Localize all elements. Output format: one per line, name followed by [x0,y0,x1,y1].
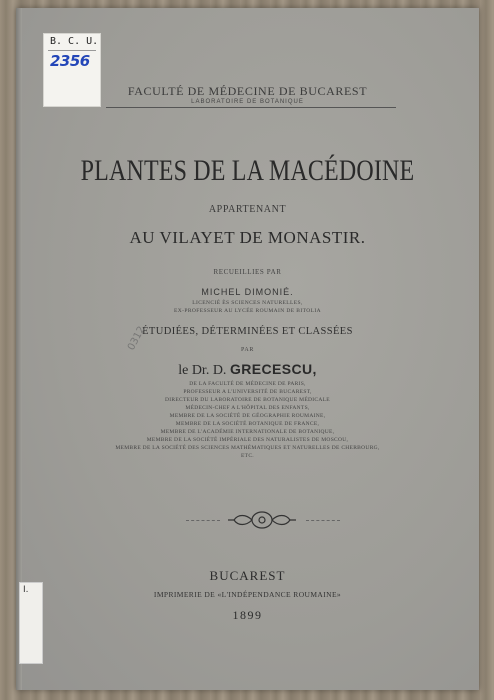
credential-line: PROFESSEUR A L'UNIVERSITÉ DE BUCAREST, [183,389,312,395]
author-line [16,361,479,379]
credential-line: MÉDECIN-CHEF A L'HÔPITAL DES ENFANTS, [185,405,310,411]
credential-line: MEMBRE DE LA SOCIÉTÉ BOTANIQUE DE FRANCE, [175,421,320,427]
collector-line: EX-PROFESSEUR AU LYCÉE ROUMAIN DE BITOLIA [174,308,321,314]
fleuron-ornament-icon [226,508,298,532]
main-title: PLANTES DE LA MACÉDOINE [80,154,415,187]
collector-line: LICENCIÉ ÈS SCIENCES NATURELLES, [192,300,303,306]
recueillies-text: RECUEILLIES PAR [213,268,282,276]
library-number: 2356 [50,52,90,70]
study-line: ÉTUDIÉES, DÉTERMINÉES ET CLASSÉES [142,326,353,337]
faculty-heading: FACULTÉ DE MÉDECINE DE BUCAREST [127,84,368,98]
library-label [43,33,101,107]
credential-line: MEMBRE DE LA SOCIÉTÉ IMPÉRIALE DES NATURALISTES DE MOSCOU, [146,437,349,443]
credential-line: MEMBRE DE L'ACADÉMIE INTERNATIONALE DE BOTANIQUE, [160,429,335,435]
credential-line: MEMBRE DE LA SOCIÉTÉ DE GÉOGRAPHIE ROUMAINE, [169,413,326,419]
label-rule [48,50,96,51]
ornament-dash-left [186,520,220,521]
imprint-year: 1899 [232,608,263,622]
imprint-city: BUCAREST [209,568,286,583]
collector-name: MICHEL DIMONIÉ. [201,287,294,297]
laboratory-heading: LABORATOIRE DE BOTANIQUE [191,99,304,105]
author-prefix: le Dr. D. [178,363,227,378]
credential-line: ETC. [241,453,254,459]
credential-line: MEMBRE DE LA SOCIÉTÉ DES SCIENCES MATHÉMATIQUES ET NATURELLES DE CHERBOURG, [115,445,380,451]
pencil-note: 0312 [125,324,148,353]
par-text: PAR [241,347,254,353]
spine-label-text: I. [23,585,29,595]
spine-label [19,582,43,664]
header-rule [106,107,396,108]
ornament-dash-right [306,520,340,521]
vilayet-subtitle: AU VILAYET DE MONASTIR. [129,228,366,247]
book-cover [16,8,479,690]
credential-line: DE LA FACULTÉ DE MÉDECINE DE PARIS, [189,381,306,387]
appartenant-text: APPARTENANT [208,204,287,215]
author-name: GRECESCU, [229,361,317,377]
library-code: B. C. U. [50,36,99,47]
credential-line: DIRECTEUR DU LABORATOIRE DE BOTANIQUE MÉDICALE [165,397,330,403]
imprint-printer: IMPRIMERIE DE «L'INDÉPENDANCE ROUMAINE» [153,590,342,599]
